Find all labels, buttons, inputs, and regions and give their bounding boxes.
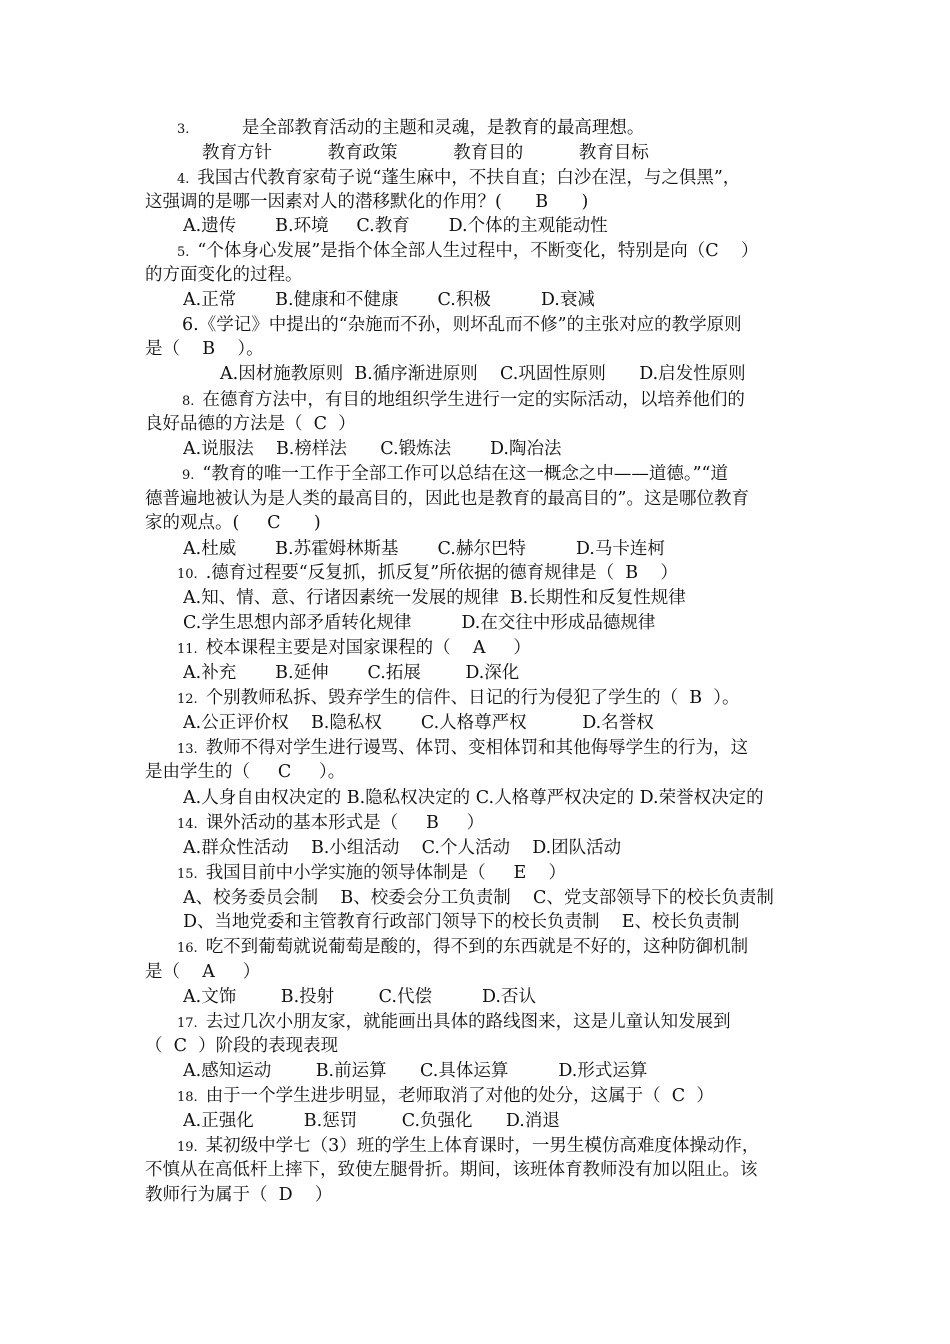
line-text: A.群众性活动 B.小组活动 C.个人活动 D.团队活动: [183, 838, 622, 858]
question-number: 17.: [177, 1016, 198, 1031]
text-line: [145, 511, 321, 535]
line-text: 教师行为属于（ D ）: [145, 1185, 333, 1205]
text-line: [182, 462, 728, 488]
line-text: A.文饰 B.投射 C.代偿 D.否认: [183, 987, 536, 1007]
question-number: 9.: [182, 468, 195, 483]
line-text: 个别教师私拆、毁弃学生的信件、日记的行为侵犯了学生的（ B ）。: [205, 688, 740, 708]
line-text: 吃不到葡萄就说葡萄是酸的，得不到的东西就是不好的，这种防御机制: [205, 937, 749, 957]
text-line: [177, 116, 644, 142]
text-line: [183, 910, 740, 934]
line-text: 这强调的是哪一因素对人的潜移默化的作用？( B ): [145, 192, 589, 212]
line-text: 教育方针 教育政策 教育目的 教育目标: [202, 143, 649, 163]
line-text: 德普遍地被认为是人类的最高目的，因此也是教育的最高目的”。这是哪位教育: [145, 489, 749, 509]
line-text: A.补充 B.延伸 C.拓展 D.深化: [183, 663, 520, 683]
question-number: 18.: [177, 1090, 198, 1105]
line-text: 某初级中学七（3）班的学生上体育课时，一男生模仿高难度体操动作，: [205, 1136, 760, 1156]
text-line: [177, 166, 740, 192]
line-text: A.正常 B.健康和不健康 C.积极 D.衰减: [183, 290, 595, 310]
line-text: A.因材施教原则 B.循序渐进原则 C.巩固性原则 D.启发性原则: [220, 364, 746, 384]
line-text: 是（ B ）。: [145, 339, 264, 359]
text-line: [177, 811, 484, 837]
text-line: [183, 711, 654, 735]
text-line: [177, 686, 740, 712]
text-line: [177, 239, 758, 265]
text-line: [145, 263, 303, 287]
text-line: [177, 1010, 731, 1036]
line-text: .德育过程要“反复抓，抓反复”所依据的德育规律是（ B ）: [205, 563, 678, 583]
text-line: [145, 1034, 338, 1058]
question-number: 13.: [177, 742, 198, 757]
text-line: [145, 760, 345, 784]
text-line: [183, 661, 519, 685]
question-number: 16.: [177, 941, 198, 956]
text-line: [183, 836, 621, 860]
line-text: 6.《学记》中提出的“杂施而不孙，则坏乱而不修”的主张对应的教学原则: [182, 315, 742, 335]
question-number: 11.: [177, 642, 198, 657]
text-line: [177, 935, 748, 961]
question-number: 10.: [177, 567, 198, 582]
question-number: 14.: [177, 817, 198, 832]
line-text: （ C ）阶段的表现表现: [145, 1036, 339, 1056]
text-line: [182, 313, 742, 337]
line-text: A.杜威 B.苏霍姆林斯基 C.赫尔巴特 D.马卡连柯: [183, 539, 665, 559]
line-text: A.感知运动 B.前运算 C.具体运算 D.形式运算: [183, 1061, 648, 1081]
text-line: [183, 288, 595, 312]
line-text: 的方面变化的过程。: [145, 265, 303, 285]
line-text: A.说服法 B.榜样法 C.锻炼法 D.陶冶法: [183, 439, 562, 459]
text-line: [177, 561, 678, 587]
text-line: [182, 388, 745, 414]
line-text: 我国古代教育家荀子说“蓬生麻中，不扶自直；白沙在涅，与之俱黑”，: [197, 168, 741, 188]
text-line: [183, 1109, 560, 1133]
text-line: [145, 190, 588, 214]
text-line: [183, 1059, 647, 1083]
question-number: 8.: [182, 394, 195, 409]
text-line: [183, 886, 774, 910]
text-line: [183, 786, 764, 810]
line-text: 不慎从在高低杆上摔下，致使左腿骨折。期间，该班体育教师没有加以阻止。该: [145, 1160, 758, 1180]
text-line: [183, 985, 536, 1009]
text-line: [145, 337, 264, 361]
text-line: [183, 586, 686, 610]
line-text: 由于一个学生进步明显，老师取消了对他的处分，这属于（ C ）: [205, 1086, 714, 1106]
text-line: [145, 960, 260, 984]
line-text: “个体身心发展”是指个体全部人生过程中，不断变化，特别是向（C ）: [197, 241, 759, 261]
text-line: [145, 487, 749, 511]
line-text: 去过几次小朋友家，就能画出具体的路线图来，这是儿童认知发展到: [205, 1012, 731, 1032]
line-text: 是（ A ）: [145, 962, 261, 982]
question-number: 5.: [177, 245, 190, 260]
line-text: 是由学生的（ C ）。: [145, 762, 346, 782]
line-text: “教育的唯一工作于全部工作可以总结在这一概念之中——道德。”“道: [202, 464, 728, 484]
line-text: 在德育方法中，有目的地组织学生进行一定的实际活动，以培养他们的: [202, 390, 745, 410]
line-text: A.遗传 B.环境 C.教育 D.个体的主观能动性: [183, 216, 608, 236]
text-line: [177, 636, 531, 662]
text-line: [220, 362, 746, 386]
text-line: [177, 861, 566, 887]
line-text: C.学生思想内部矛盾转化规律 D.在交往中形成品德规律: [183, 613, 656, 633]
text-line: [177, 1134, 759, 1160]
line-text: 课外活动的基本形式是（ B ）: [205, 813, 485, 833]
text-line: [145, 1158, 758, 1182]
line-text: D、当地党委和主管教育行政部门领导下的校长负责制 E、校长负责制: [183, 912, 740, 932]
line-text: 我国目前中小学实施的领导体制是（ E ）: [205, 863, 567, 883]
text-line: [183, 611, 655, 635]
text-line: [177, 736, 748, 762]
text-line: [183, 437, 562, 461]
line-text: 是全部教育活动的主题和灵魂，是教育的最高理想。: [197, 118, 645, 138]
text-line: [145, 1183, 332, 1207]
question-number: 12.: [177, 692, 198, 707]
text-line: [183, 214, 608, 238]
line-text: A.人身自由权决定的 B.隐私权决定的 C.人格尊严权决定的 D.荣誉权决定的: [183, 788, 764, 808]
question-number: 15.: [177, 867, 198, 882]
line-text: 良好品德的方法是（ C ）: [145, 414, 356, 434]
question-number: 19.: [177, 1140, 198, 1155]
text-line: [177, 1084, 714, 1110]
question-number: 3.: [177, 122, 190, 137]
text-line: [202, 141, 649, 165]
line-text: 校本课程主要是对国家课程的（ A ）: [205, 638, 531, 658]
line-text: A.正强化 B.惩罚 C.负强化 D.消退: [183, 1111, 560, 1131]
line-text: 教师不得对学生进行谩骂、体罚、变相体罚和其他侮辱学生的行为，这: [205, 738, 749, 758]
line-text: 家的观点。( C ): [145, 513, 321, 533]
line-text: A.知、情、意、行诸因素统一发展的规律 B.长期性和反复性规律: [183, 588, 686, 608]
line-text: A.公正评价权 B.隐私权 C.人格尊严权 D.名誉权: [183, 713, 654, 733]
question-number: 4.: [177, 172, 190, 187]
text-line: [145, 412, 356, 436]
text-line: [183, 537, 665, 561]
line-text: A、校务委员会制 B、校委会分工负责制 C、党支部领导下的校长负责制: [183, 888, 774, 908]
